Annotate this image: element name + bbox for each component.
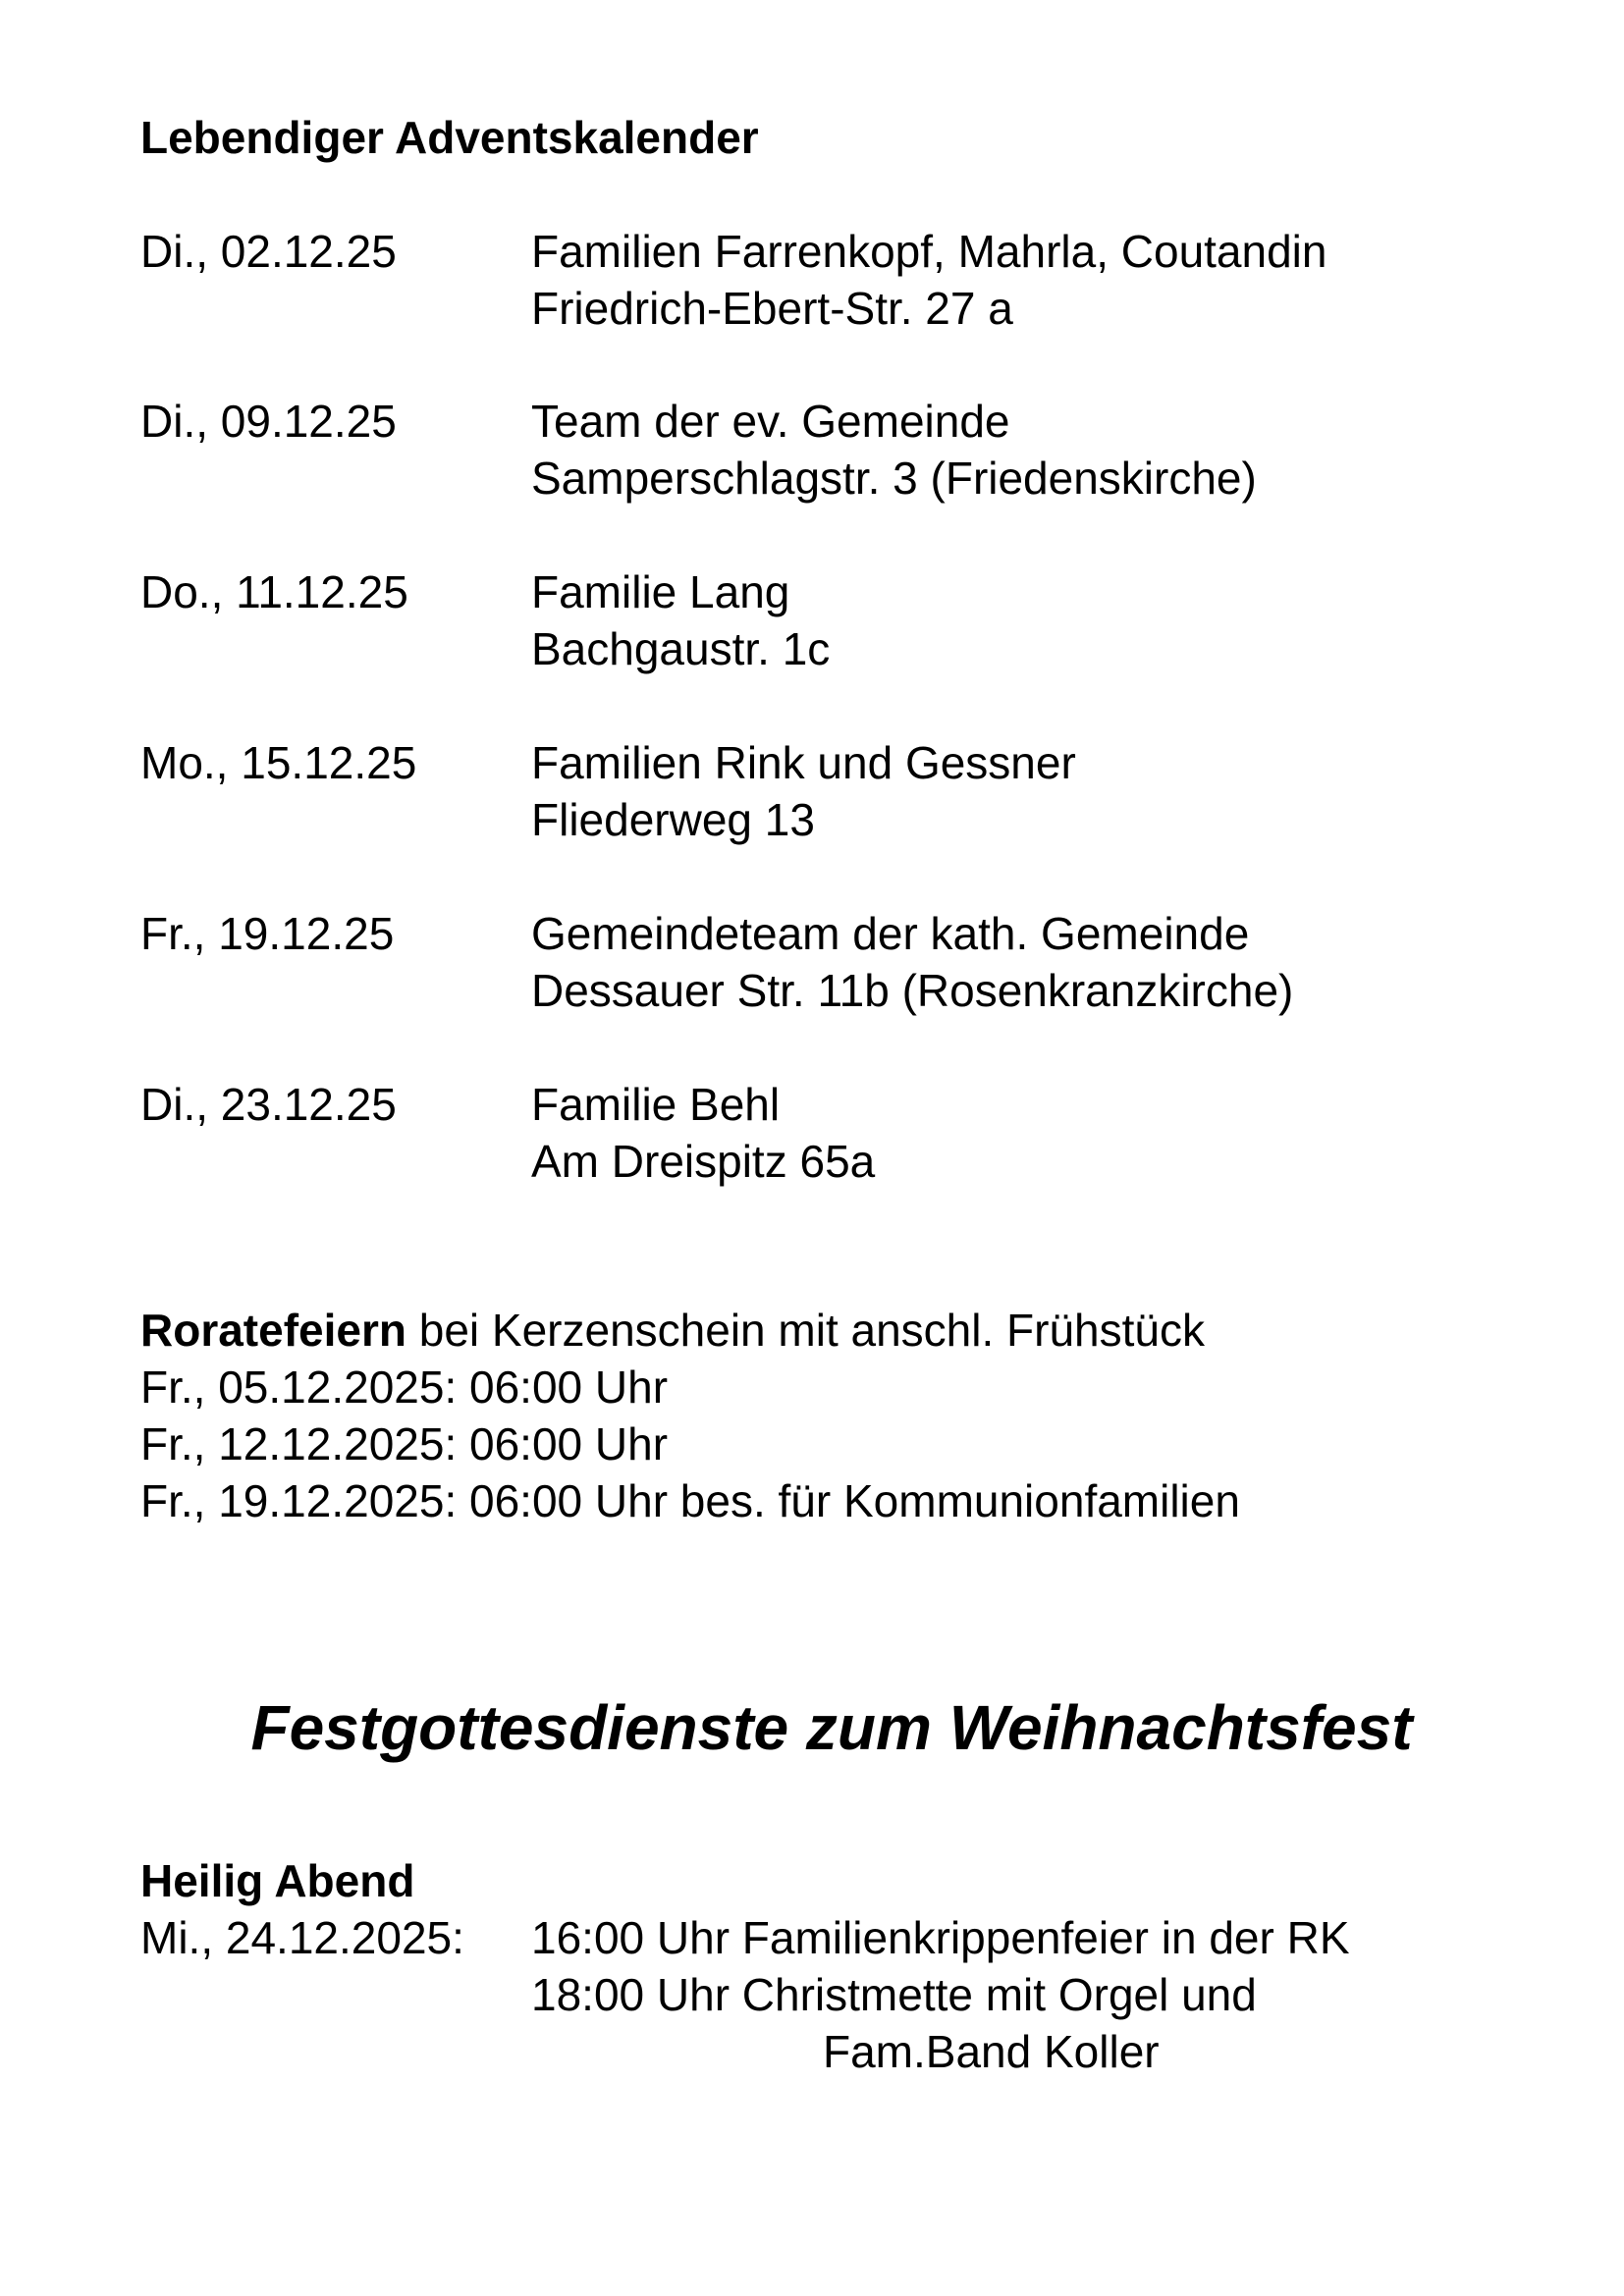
advent-entry-address: Friedrich-Ebert-Str. 27 a — [531, 283, 1013, 334]
rorate-heading-bold: Roratefeiern — [140, 1305, 406, 1356]
christmas-service-continuation: Fam.Band Koller — [823, 2026, 1160, 2077]
christmas-service: 18:00 Uhr Christmette mit Orgel und — [531, 1969, 1257, 2020]
advent-entry-address: Fliederweg 13 — [531, 794, 815, 845]
christmas-date: Mi., 24.12.2025: — [140, 1912, 464, 1963]
advent-entry-host: Familie Lang — [531, 566, 790, 617]
advent-entry-host: Team der ev. Gemeinde — [531, 396, 1010, 447]
advent-entry-host: Gemeindeteam der kath. Gemeinde — [531, 908, 1250, 959]
advent-entry-date: Di., 23.12.25 — [140, 1079, 397, 1130]
christmas-section-heading: Heilig Abend — [140, 1855, 415, 1906]
advent-entry-address: Samperschlagstr. 3 (Friedenskirche) — [531, 453, 1257, 504]
christmas-service: 16:00 Uhr Familienkrippenfeier in der RK — [531, 1912, 1350, 1963]
advent-entry-date: Mo., 15.12.25 — [140, 737, 417, 788]
advent-heading: Lebendiger Adventskalender — [140, 112, 759, 163]
advent-entry-date: Di., 02.12.25 — [140, 226, 397, 277]
rorate-heading-text: bei Kerzenschein mit anschl. Frühstück — [406, 1305, 1205, 1356]
rorate-date: Fr., 05.12.2025: 06:00 Uhr — [140, 1362, 669, 1413]
advent-entry-date: Do., 11.12.25 — [140, 566, 408, 617]
advent-entry-address: Bachgaustr. 1c — [531, 623, 831, 674]
rorate-heading — [140, 1303, 1205, 1358]
rorate-date: Fr., 19.12.2025: 06:00 Uhr bes. für Kommunionfamilien — [140, 1475, 1240, 1526]
advent-entry-date: Di., 09.12.25 — [140, 396, 397, 447]
advent-entry-host: Familien Farrenkopf, Mahrla, Coutandin — [531, 226, 1327, 277]
rorate-date: Fr., 12.12.2025: 06:00 Uhr — [140, 1418, 669, 1469]
christmas-title: Festgottesdienste zum Weihnachtsfest — [250, 1692, 1413, 1763]
advent-entry-date: Fr., 19.12.25 — [140, 908, 395, 959]
advent-entry-host: Familien Rink und Gessner — [531, 737, 1076, 788]
advent-entry-address: Dessauer Str. 11b (Rosenkranzkirche) — [531, 965, 1294, 1016]
advent-entry-address: Am Dreispitz 65a — [531, 1136, 876, 1187]
advent-entry-host: Familie Behl — [531, 1079, 781, 1130]
